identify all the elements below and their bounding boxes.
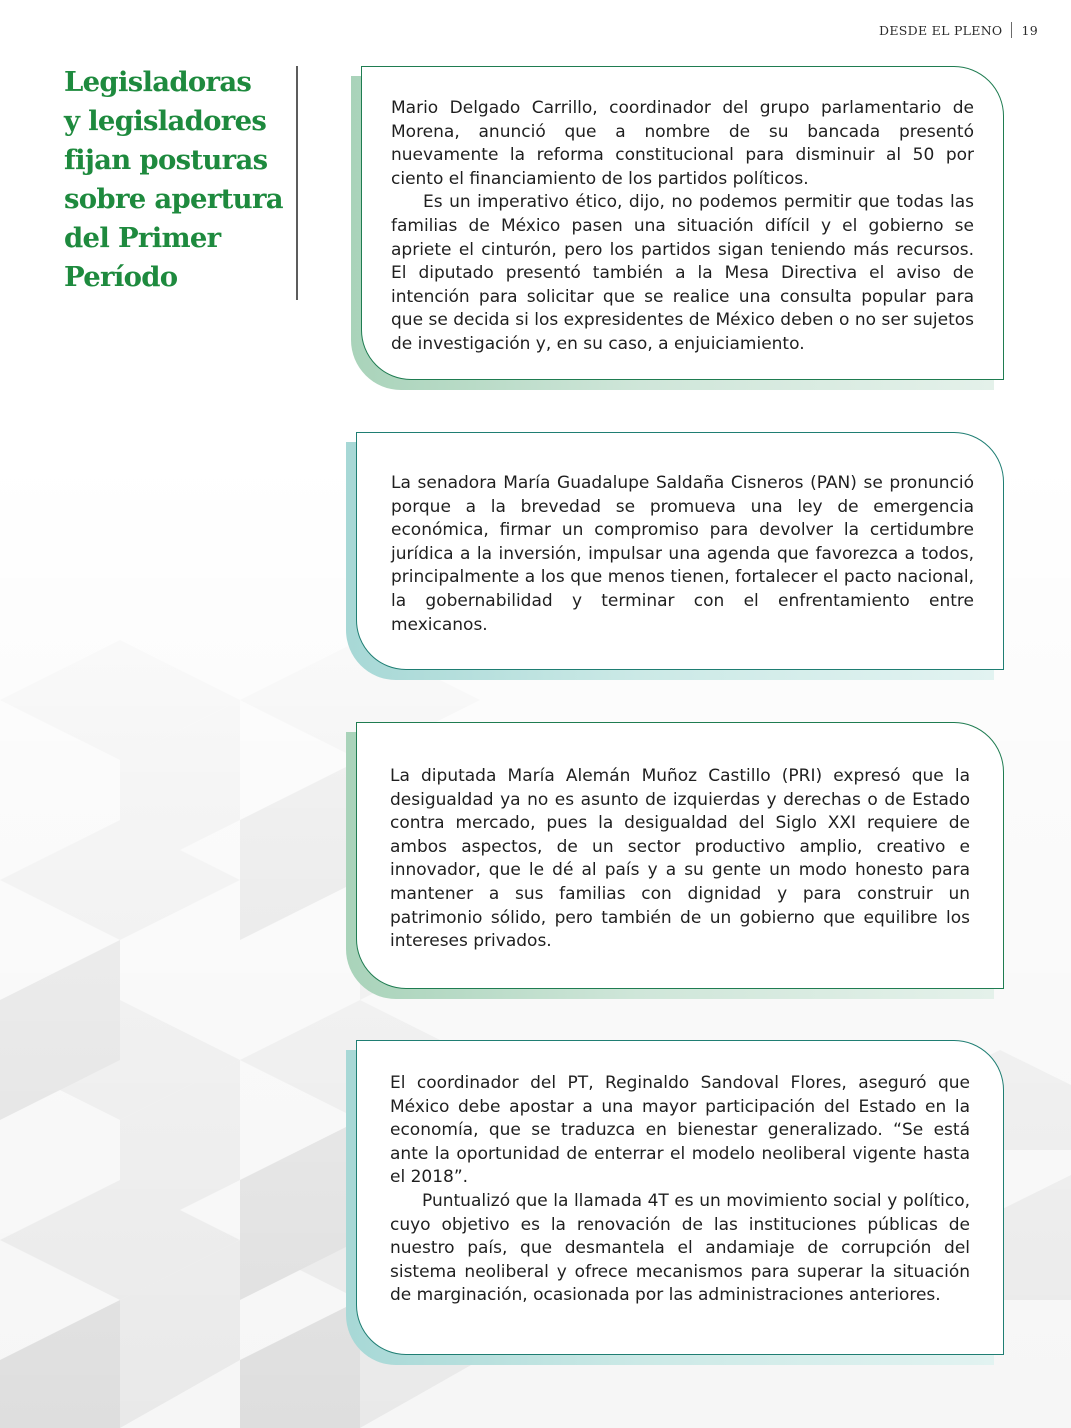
page-number: 19: [1021, 22, 1038, 38]
card-paragraph: La senadora María Guadalupe Saldaña Cisneros (PAN) se pronunció porque a la brevedad se promueva una ley de emergencia económica, firmar un compromiso para devolver la certidumbre jurídica a la inversión, impulsar una agenda que favorezca a todos, principalmente a los que menos tienen, fortalecer el pacto nacional, la gobernabilidad y terminar con el enfrentamiento entre mexicanos.: [391, 473, 974, 635]
card-body: [390, 765, 970, 954]
card-paragraph: Mario Delgado Carrillo, coordinador del grupo parlamentario de Morena, anunció que a nombre de su bancada presentó nuevamente la reforma constitucional para disminuir al 50 por ciento el financiamiento de los partidos políticos.: [391, 98, 974, 189]
card-body: [391, 472, 974, 637]
title-line: Legisladoras: [64, 66, 252, 98]
statement-card-pri: [356, 722, 1004, 989]
card-body: [390, 1072, 970, 1308]
card-paragraph: El coordinador del PT, Reginaldo Sandoval Flores, aseguró que México debe apostar a una mayor participación del Estado en la economía, que se traduzca en bienestar generalizado. “Se está ante la oportunidad de enterrar el modelo neoliberal vigente hasta el 2018”.: [390, 1073, 970, 1188]
title-line: y legisladores: [64, 105, 267, 137]
section-name: DESDE EL PLENO: [879, 22, 1003, 38]
page-title: [64, 63, 289, 297]
card-body: [391, 97, 974, 357]
card-paragraph: Es un imperativo ético, dijo, no podemos permitir que todas las familias de México pasen una situación difícil y el gobierno se apriete el cinturón, pero los partidos sigan teniendo más recursos. El diputado presentó también a la Mesa Directiva el aviso de intención para solicitar que se realice una consulta popular para que se decida si los expresidentes de México deben o no ser sujetos de investigación y, en su caso, a enjuiciamiento.: [391, 192, 974, 354]
statement-card-pan: [356, 432, 1004, 670]
title-divider: [296, 66, 298, 300]
header-divider: [1011, 22, 1012, 38]
title-line: fijan posturas: [64, 144, 268, 176]
statement-card-morena: [361, 66, 1004, 380]
card-paragraph: La diputada María Alemán Muñoz Castillo (PRI) expresó que la desigualdad ya no es asunto de izquierdas y derechas o de Estado contra mercado, pues la desigualdad del Siglo XXI requiere de ambos aspectos, de un sector productivo amplio, creativo e innovador, que le dé al país y a su gente un modo honesto para mantener a sus familias con dignidad y para construir un patrimonio sólido, pero también de un gobierno que equilibre los intereses privados.: [390, 766, 970, 952]
card-paragraph: Puntualizó que la llamada 4T es un movimiento social y político, cuyo objetivo es la renovación de las instituciones públicas de nuestro país, que desmantela el andamiaje de corrupción del sistema neoliberal y ofrece mecanismos para superar la situación de marginación, ocasionada por las administraciones anteriores.: [390, 1190, 970, 1306]
title-line: sobre apertura: [64, 183, 283, 215]
statement-card-pt: [356, 1040, 1004, 1355]
title-line: Período: [64, 261, 178, 293]
title-line: del Primer: [64, 222, 221, 254]
page-header: [879, 22, 1038, 38]
